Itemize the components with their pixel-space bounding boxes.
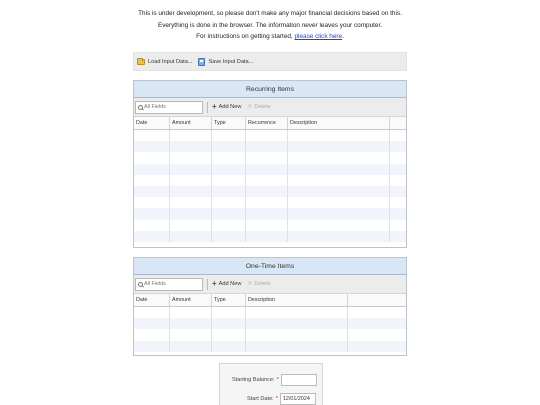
table-cell[interactable] [212,220,246,231]
table-cell[interactable] [246,186,288,197]
table-cell[interactable] [390,141,406,152]
search-icon [138,105,143,110]
table-cell[interactable] [212,307,246,318]
onetime-add-button[interactable] [212,280,241,288]
table-cell[interactable] [288,197,390,208]
table-cell[interactable] [246,141,288,152]
table-row[interactable] [134,318,406,329]
recurring-search-box[interactable] [135,101,203,114]
table-row[interactable] [134,130,406,141]
table-cell[interactable] [246,341,348,352]
recurring-add-label: Add New [218,104,242,110]
table-cell[interactable] [170,152,212,163]
close-icon: ✕ [247,281,253,287]
table-cell[interactable] [212,341,246,352]
table-cell[interactable] [134,130,170,141]
table-cell[interactable] [212,152,246,163]
plus-icon: + [212,102,217,111]
table-cell[interactable] [134,197,170,208]
table-cell[interactable] [246,164,288,175]
close-icon: ✕ [247,104,253,110]
table-cell[interactable] [134,186,170,197]
start-date-row [247,393,316,405]
table-cell[interactable] [212,175,246,186]
start-settings-form [219,363,323,405]
disk-icon [198,58,205,66]
required-marker: * [276,377,279,383]
table-cell[interactable] [170,175,212,186]
column-header-amount[interactable]: Amount [170,117,212,129]
notice-line-1: This is under development, so please don't make any major financial decisions based on this. [138,10,402,17]
table-cell[interactable] [246,152,288,163]
table-cell[interactable] [348,307,406,318]
table-cell[interactable] [288,186,390,197]
onetime-toolbar [134,275,406,294]
column-header-description[interactable]: Description [246,294,348,306]
onetime-items-title: One-Time Items [134,258,406,275]
table-cell[interactable] [246,197,288,208]
table-cell[interactable] [170,318,212,329]
column-header-date[interactable]: Date [134,117,170,129]
table-row[interactable] [134,231,406,242]
table-row[interactable] [134,141,406,152]
column-header-description[interactable]: Description [288,117,390,129]
table-cell[interactable] [170,197,212,208]
table-row[interactable] [134,164,406,175]
starting-balance-input[interactable] [281,374,317,386]
table-cell[interactable] [246,130,288,141]
starting-balance-row [232,374,317,386]
table-cell[interactable] [390,220,406,231]
onetime-grid-body [134,307,406,352]
recurring-add-button[interactable] [212,103,241,111]
table-cell[interactable] [288,208,390,219]
table-cell[interactable] [134,208,170,219]
table-cell[interactable] [212,130,246,141]
recurring-grid-body [134,130,406,242]
table-cell[interactable] [134,318,170,329]
table-cell[interactable] [288,152,390,163]
table-cell[interactable] [390,186,406,197]
table-cell[interactable] [134,164,170,175]
table-row[interactable] [134,197,406,208]
table-cell[interactable] [134,152,170,163]
plus-icon: + [212,279,217,288]
table-cell[interactable] [134,307,170,318]
table-cell[interactable] [390,197,406,208]
start-date-input[interactable] [280,393,316,405]
column-header-spacer [348,294,406,306]
table-cell[interactable] [134,231,170,242]
table-cell[interactable] [170,220,212,231]
toolbar-separator [207,279,208,290]
table-row[interactable] [134,152,406,163]
table-cell[interactable] [348,318,406,329]
load-input-button[interactable] [137,59,192,65]
table-cell[interactable] [134,341,170,352]
table-cell[interactable] [212,197,246,208]
table-cell[interactable] [170,231,212,242]
onetime-items-panel [133,257,407,356]
column-header-type[interactable]: Type [212,294,246,306]
notice-line-3-end: . [342,33,344,40]
table-cell[interactable] [348,329,406,340]
table-cell[interactable] [288,231,390,242]
table-cell[interactable] [170,307,212,318]
table-cell[interactable] [170,329,212,340]
table-cell[interactable] [170,208,212,219]
starting-balance-label: Starting Balance: [232,377,275,383]
load-input-label: Load Input Data... [148,58,193,65]
instructions-link[interactable]: please click here [294,33,343,40]
recurring-delete-button[interactable] [247,104,270,110]
table-cell[interactable] [134,220,170,231]
table-cell[interactable] [390,175,406,186]
table-cell[interactable] [212,329,246,340]
table-cell[interactable] [288,164,390,175]
table-cell[interactable] [134,175,170,186]
table-row[interactable] [134,175,406,186]
table-row[interactable] [134,307,406,318]
table-cell[interactable] [288,175,390,186]
column-header-date[interactable]: Date [134,294,170,306]
recurring-grid-header [134,117,406,130]
table-cell[interactable] [390,231,406,242]
table-cell[interactable] [246,231,288,242]
table-row[interactable] [134,329,406,340]
table-cell[interactable] [212,318,246,329]
intro-notice [0,8,540,43]
table-cell[interactable] [246,220,288,231]
table-cell[interactable] [288,220,390,231]
table-cell[interactable] [246,208,288,219]
table-row[interactable] [134,208,406,219]
onetime-search-box[interactable] [135,278,203,291]
table-cell[interactable] [170,341,212,352]
table-cell[interactable] [212,164,246,175]
onetime-grid-header [134,294,406,307]
table-cell[interactable] [170,186,212,197]
table-cell[interactable] [246,329,348,340]
table-cell[interactable] [390,164,406,175]
table-cell[interactable] [212,141,246,152]
table-cell[interactable] [212,208,246,219]
required-marker: * [275,396,278,402]
table-cell[interactable] [390,152,406,163]
table-row[interactable] [134,220,406,231]
notice-line-2-end: leaves your computer. [317,21,383,29]
column-header-amount[interactable]: Amount [170,294,212,306]
notice-line-3 [0,31,540,43]
table-cell[interactable] [246,307,348,318]
notice-emphasis: never [301,21,318,29]
table-cell[interactable] [170,164,212,175]
table-row[interactable] [134,186,406,197]
column-header-recurrence[interactable]: Recurrence [246,117,288,129]
search-icon [138,282,143,287]
save-input-label: Save Input Data... [208,58,254,65]
table-cell[interactable] [288,141,390,152]
onetime-add-label: Add New [218,281,242,287]
table-cell[interactable] [212,186,246,197]
notice-line-3-text: For instructions on getting started, [196,33,295,40]
table-cell[interactable] [134,329,170,340]
table-cell[interactable] [348,341,406,352]
recurring-delete-label: Delete [254,104,271,110]
column-header-spacer [390,117,406,129]
onetime-delete-label: Delete [254,281,271,287]
notice-line-2-start: Everything is done in the browser. The information [157,21,302,29]
recurring-toolbar [134,98,406,117]
table-cell[interactable] [212,231,246,242]
table-cell[interactable] [390,208,406,219]
io-toolbar [133,52,407,71]
recurring-items-title: Recurring Items [134,81,406,98]
table-cell[interactable] [170,141,212,152]
table-cell[interactable] [246,318,348,329]
onetime-search-input[interactable] [144,281,200,287]
notice-line-2 [0,20,540,32]
table-cell[interactable] [134,141,170,152]
column-header-type[interactable]: Type [212,117,246,129]
table-row[interactable] [134,341,406,352]
table-cell[interactable] [288,130,390,141]
start-date-label: Start Date: [247,396,274,402]
recurring-search-input[interactable] [144,104,200,110]
folder-icon [137,59,145,65]
save-input-button[interactable] [198,58,253,66]
table-cell[interactable] [390,130,406,141]
table-cell[interactable] [246,175,288,186]
onetime-delete-button[interactable] [247,281,270,287]
table-cell[interactable] [170,130,212,141]
toolbar-separator [207,102,208,113]
recurring-items-panel [133,80,407,248]
